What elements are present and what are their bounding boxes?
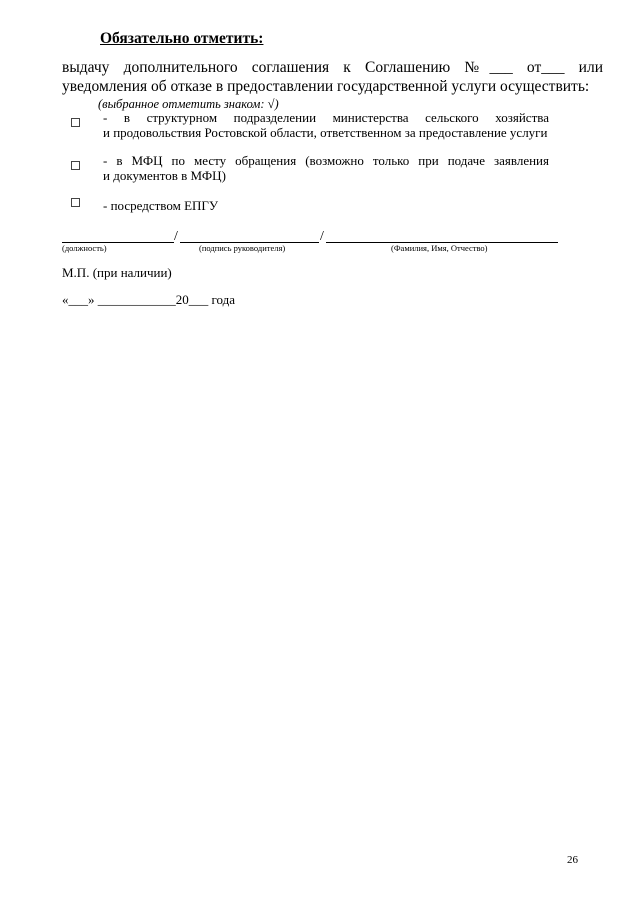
paragraph-line-2: уведомления об отказе в предоставлении государственной услуги осуществить:	[62, 78, 590, 95]
selection-note: (выбранное отметить знаком: √)	[98, 97, 279, 111]
option-checkbox-mfc[interactable]	[71, 161, 80, 170]
signature-separator: /	[174, 229, 178, 244]
option-label-structural-unit-line-2: и продовольствия Ростовской области, ответственном за предоставление услуги	[103, 125, 548, 140]
paragraph-line-1: выдачу дополнительного соглашения к Соглашению №___ от___ или	[62, 59, 603, 76]
signature-label-full-name: (Фамилия, Имя, Отчество)	[391, 243, 488, 253]
date-line: «___» ____________20___ года	[62, 292, 236, 307]
option-label-mfc-line-2: и документов в МФЦ)	[103, 168, 226, 183]
page-number: 26	[567, 854, 578, 866]
signature-separator: /	[320, 229, 324, 244]
section-heading: Обязательно отметить:	[100, 30, 264, 47]
option-label-mfc-line-1: - в МФЦ по месту обращения (возможно только при подаче заявления	[103, 153, 549, 168]
signature-label-signature: (подпись руководителя)	[199, 243, 286, 253]
option-checkbox-epgu[interactable]	[71, 198, 80, 207]
stamp-place-label: М.П. (при наличии)	[62, 265, 172, 280]
option-checkbox-structural-unit[interactable]	[71, 118, 80, 127]
signature-label-position: (должность)	[62, 243, 107, 253]
option-label-epgu: - посредством ЕПГУ	[103, 198, 219, 213]
option-label-structural-unit-line-1: - в структурном подразделении министерства сельского хозяйства	[103, 110, 549, 125]
